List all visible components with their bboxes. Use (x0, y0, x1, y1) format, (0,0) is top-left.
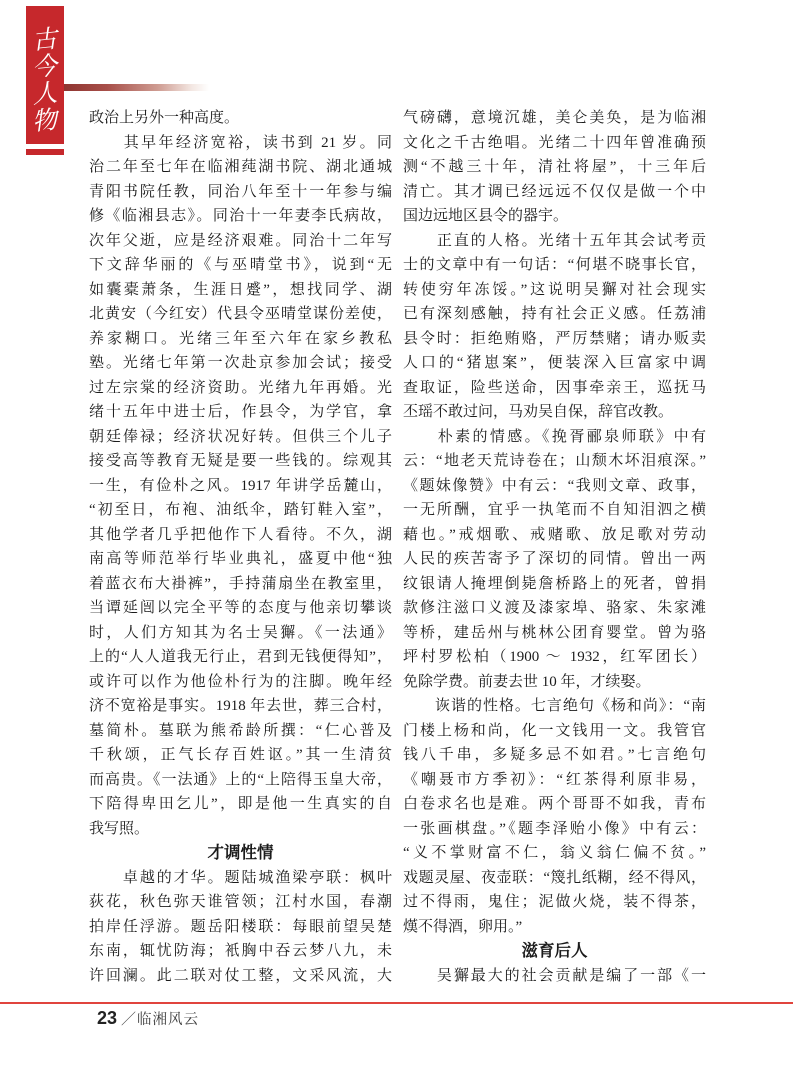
text-line: 免除学费。前妻去世 10 年，才续娶。 (403, 673, 651, 690)
text-line: 等桥，建岳州与桃林公团育婴堂。曾为骆 (403, 624, 706, 641)
text-line: 云：“地老天荒诗卷在；山颓木坏泪痕深。” (403, 453, 706, 469)
footer-rule (0, 1002, 793, 1004)
journal-title: 临湘风云 (137, 1012, 200, 1028)
text-line: 丕瑶不敢过问，马劝吴自保，辞官改教。 (403, 404, 674, 420)
text-line: 人民的疾苦寄予了深切的同情。曾出一两 (403, 551, 706, 567)
text-line: 千秋颂，正气长存百姓讴。”其一生清贫 (89, 747, 392, 763)
text-line: 转使穷年冻馁。”这说明吴獬对社会现实 (403, 281, 706, 298)
text-line: 拍岸任浮游。题岳阳楼联：每眼前望吴楚 (89, 918, 392, 935)
calligraphy-char: 今 (31, 50, 59, 83)
text-line: 测“不越三十年，清社将屋”，十三年后 (403, 159, 706, 175)
text-line: 文化之千古绝唱。光绪二十四年曾准确预 (403, 134, 706, 151)
text-line: 县令时：拒绝贿赂，严厉禁赌；请办贩卖 (403, 330, 706, 347)
header-gradient-rule (64, 84, 209, 91)
text-line: 如囊橐萧条，生涯日蹙”，想找同学、湖 (89, 281, 392, 298)
section-heading: 才调性情 (207, 843, 274, 862)
text-line: 政治上另外一种高度。 (89, 110, 240, 126)
text-line: 坪村罗松柏（1900 ～ 1932，红军团长） (403, 649, 706, 665)
text-line: 荻花，秋色弥天谁管领；江村水国，春潮 (89, 894, 392, 910)
text-line: 上的“人人道我无行止，君到无钱便得知”， (89, 649, 392, 665)
text-line: 朝廷俸禄；经济状况好转。但供三个儿子 (89, 428, 392, 445)
text-line: 国边远地区县令的器宇。 (403, 208, 569, 224)
text-line: 款修注滋口义渡及漆家埠、骆家、朱家滩 (403, 600, 706, 616)
text-line: “初至日，布袍、油纸伞，踏钉鞋入室”， (89, 502, 392, 518)
calligraphy-char: 物 (31, 104, 59, 137)
text-line: 或许可以作为他俭朴行为的注脚。晚年经 (89, 673, 392, 690)
text-line: 查取证，险些送命，因事牵亲王，巡抚马 (403, 379, 706, 396)
text-line: 熯不得酒，卵用。” (403, 918, 523, 935)
text-line: 钱八千串，多疑多忌不如君。”七言绝句 (403, 747, 706, 763)
text-line: 下文辞华丽的《与巫晴堂书》，说到“无 (89, 257, 392, 273)
text-line: 诙谐的性格。七言绝句《杨和尚》：“南 (403, 698, 706, 714)
text-line: 已有深刻感触，持有社会正义感。任荔浦 (403, 306, 706, 322)
text-line: 修《临湘县志》。同治十一年妻李氏病故， (89, 208, 392, 224)
text-line: 许回澜。此二联对仗工整，文采风流，大 (89, 967, 392, 984)
text-line: 当谭延闿以完全平等的态度与他亲切攀谈 (89, 600, 392, 616)
text-line: 东南，辄忧防海；衹胸中吞云梦八九，未 (89, 943, 392, 959)
text-line: 门楼上杨和尚，化一文钱用一文。我管官 (403, 722, 706, 739)
text-line: 人口的“猪崽案”，便装深入巨富家中调 (403, 355, 706, 371)
footer-separator: ／ (121, 1011, 137, 1028)
banner-underline (26, 149, 64, 155)
text-line: 过不得雨，鬼住；泥做火烧，装不得茶， (403, 894, 706, 910)
text-line: 吴獬最大的社会贡献是编了一部《一 (403, 967, 706, 984)
text-line: 藉也。”戒烟歌、戒赌歌、放足歌对劳动 (403, 526, 706, 543)
text-line: 接受高等教育无疑是要一些钱的。综观其 (89, 453, 392, 469)
calligraphy-char: 古 (31, 23, 59, 56)
text-line: 墓简朴。墓联为熊希龄所撰：“仁心普及 (89, 722, 392, 739)
text-line: 济不宽裕是事实。1918 年去世，葬三合村， (89, 698, 392, 714)
text-column-right (403, 106, 706, 988)
text-line: 其他学者几乎把他作下人看待。不久，湖 (89, 526, 392, 543)
footer (97, 1008, 199, 1029)
text-line: 次年父逝，应是经济艰难。同治十二年写 (89, 232, 392, 249)
text-line: 朴素的情感。《挽胥郦泉师联》中有 (403, 428, 706, 445)
text-line: 南高等师范举行毕业典礼，盛夏中他“独 (89, 551, 392, 567)
text-line: 白卷求名也是难。两个哥哥不如我，青布 (403, 796, 706, 812)
text-line: 一张画棋盘。”《题李泽贻小像》中有云： (403, 820, 706, 837)
text-line: 我写照。 (89, 820, 150, 837)
text-line: 其早年经济宽裕，读书到 21 岁。同 (89, 134, 392, 151)
text-line: 而高贵。《一法通》上的“上陪得玉皇大帝， (89, 771, 392, 788)
text-line: 一无所酬，宜乎一执笔而不自知泪泗之横 (403, 502, 706, 518)
text-line: 绪十五年中进士后，作县令，为学官，拿 (89, 404, 392, 420)
text-column-left (89, 106, 392, 988)
section-heading: 滋育后人 (521, 941, 588, 960)
text-line: 下陪得卑田乞儿”，即是他一生真实的自 (89, 796, 392, 812)
text-line: 过左宗棠的经济资助。光绪九年再婚。光 (89, 379, 392, 396)
text-line: 正直的人格。光绪十五年其会试考贡 (403, 232, 706, 249)
calligraphy-char: 人 (31, 77, 59, 110)
text-line: 一生，有俭朴之风。1917 年讲学岳麓山， (89, 477, 392, 494)
text-line: 戏题灵屋、夜壶联：“篾扎纸糊，经不得风， (403, 869, 706, 886)
text-line: 《嘲聂市方季初》：“红茶得利原非易， (403, 771, 706, 788)
text-line: 塾。光绪七年第一次赴京参加会试；接受 (89, 355, 392, 371)
text-line: 卓越的才华。题陆城渔梁亭联：枫叶 (89, 869, 392, 886)
text-line: 北黄安（今红安）代县令巫晴堂谋份差使， (89, 306, 392, 322)
text-line: 治二年至七年在临湘莼湖书院、湖北通城 (89, 159, 392, 175)
text-line: 时，人们方知其为名士吴獬。《一法通》 (89, 624, 392, 641)
text-line: “义不掌财富不仁，翁义翁仁偏不贫。” (403, 845, 706, 861)
text-line: 青阳书院任教，同治八年至十一年参与编 (89, 183, 392, 200)
text-line: 士的文章中有一句话：“何堪不晓事长官， (403, 257, 706, 273)
page-number: 23 (97, 1008, 118, 1028)
text-line: 清亡。其才调已经远远不仅仅是做一个中 (403, 183, 706, 200)
text-line: 养家糊口。光绪三年至六年在家乡教私 (89, 330, 392, 347)
text-line: 气磅礴，意境沉雄，美仑美奂，是为临湘 (403, 110, 706, 126)
text-line: 纹银请人掩埋倒毙詹桥路上的死者，曾捐 (403, 575, 706, 592)
text-line: 《题妹像赞》中有云：“我则文章、政事， (403, 477, 706, 494)
text-line: 着蓝衣布大褂裤”，手持蒲扇坐在教室里， (89, 575, 392, 592)
column-title-banner (26, 6, 64, 144)
